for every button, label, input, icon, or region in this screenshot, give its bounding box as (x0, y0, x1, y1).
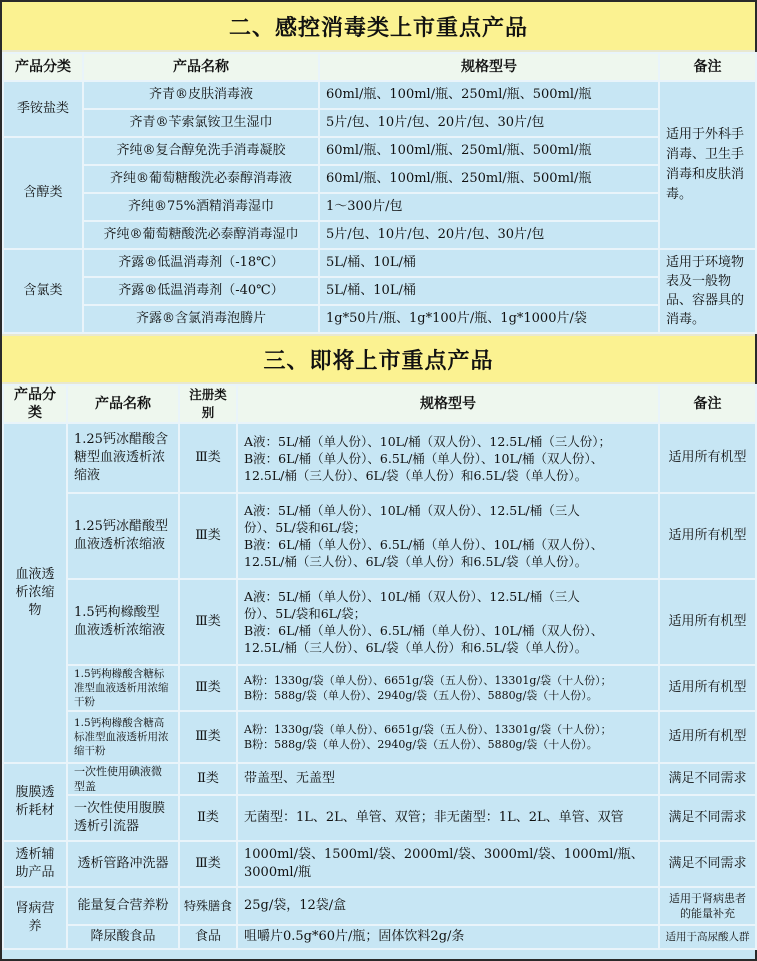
product-spec: 5L/桶、10L/桶 (319, 249, 659, 277)
category-cell: 腹膜透析耗材 (3, 763, 67, 841)
product-name: 齐露®含氯消毒泡腾片 (83, 305, 319, 333)
product-spec: 60ml/瓶、100ml/瓶、250ml/瓶、500ml/瓶 (319, 165, 659, 193)
product-name: 1.5钙枸橼酸含糖高标准型血液透析用浓缩干粉 (67, 711, 179, 763)
remark-cell: 适用于肾病患者的能量补充 (659, 887, 756, 925)
col-header-remark: 备注 (659, 385, 756, 423)
remark-cell: 满足不同需求 (659, 763, 756, 795)
reg-class: Ⅱ类 (179, 795, 237, 841)
product-name: 1.5钙枸橼酸型血液透析浓缩液 (67, 579, 179, 665)
col-header-spec: 规格型号 (319, 53, 659, 81)
spec-line: 1000ml/袋、1500ml/袋、2000ml/袋、3000ml/袋、1000ml/瓶、 (244, 847, 644, 862)
product-name: 1.25钙冰醋酸型血液透析浓缩液 (67, 493, 179, 579)
product-name: 1.5钙枸橼酸含糖标准型血液透析用浓缩干粉 (67, 665, 179, 711)
remark-cell: 适用所有机型 (659, 665, 756, 711)
reg-class: Ⅲ类 (179, 841, 237, 887)
remark-cell: 适用所有机型 (659, 711, 756, 763)
product-name: 齐纯®复合醇免洗手消毒凝胶 (83, 137, 319, 165)
spec-line: 12.5L/桶（三人份）、6L/袋（单人份）和6.5L/袋（单人份）。 (244, 640, 588, 655)
remark-cell: 适用所有机型 (659, 423, 756, 493)
product-spec: 25g/袋，12袋/盒 (237, 887, 659, 925)
product-spec: 1g*50片/瓶、1g*100片/瓶、1g*1000片/袋 (319, 305, 659, 333)
product-name: 齐纯®葡萄糖酸洗必泰醇消毒液 (83, 165, 319, 193)
product-spec: 5L/桶、10L/桶 (319, 277, 659, 305)
spec-line: A液：5L/桶（单人份）、10L/桶（双人份）、12.5L/桶（三人份）； (244, 433, 612, 449)
product-name: 透析管路冲洗器 (67, 841, 179, 887)
section3-title: 三、即将上市重点产品 (2, 334, 755, 384)
reg-class: Ⅲ类 (179, 423, 237, 493)
product-spec: 5片/包、10片/包、20片/包、30片/包 (319, 221, 659, 249)
remark-cell: 适用于外科手消毒、卫生手消毒和皮肤消毒。 (659, 81, 756, 249)
category-cell: 含醇类 (3, 137, 83, 249)
reg-class: Ⅲ类 (179, 579, 237, 665)
product-spec (237, 841, 659, 887)
section2-title: 二、感控消毒类上市重点产品 (2, 2, 755, 52)
product-spec (237, 711, 659, 763)
category-cell: 含氯类 (3, 249, 83, 333)
product-name: 能量复合营养粉 (67, 887, 179, 925)
product-name: 齐纯®75%酒精消毒湿巾 (83, 193, 319, 221)
reg-class: 食品 (179, 925, 237, 949)
spec-line: 12.5L/桶（三人份）、6L/袋（单人份）和6.5L/袋（单人份）。 (244, 554, 588, 569)
reg-class: Ⅲ类 (179, 665, 237, 711)
col-header-category: 产品分类 (3, 385, 67, 423)
spec-line: B粉：588g/袋（单人份）、2940g/袋（五人份）、5880g/袋（十人份）。 (244, 738, 598, 751)
product-spec: 60ml/瓶、100ml/瓶、250ml/瓶、500ml/瓶 (319, 137, 659, 165)
spec-line: A液：5L/桶（单人份）、10L/桶（双人份）、12.5L/桶（三人 (244, 503, 580, 518)
product-name: 齐露®低温消毒剂（-18℃） (83, 249, 319, 277)
reg-class: 特殊膳食 (179, 887, 237, 925)
spec-line: 份）、5L/袋和6L/袋； (244, 606, 367, 621)
product-name: 齐露®低温消毒剂（-40℃） (83, 277, 319, 305)
product-name: 一次性使用腹膜透析引流器 (67, 795, 179, 841)
product-name: 一次性使用碘液微型盖 (67, 763, 179, 795)
col-header-remark: 备注 (659, 53, 756, 81)
remark-cell: 适用所有机型 (659, 579, 756, 665)
product-spec: 咀嚼片0.5g*60片/瓶；固体饮料2g/条 (237, 925, 659, 949)
spec-line: B液：6L/桶（单人份）、6.5L/桶（单人份）、10L/桶（双人份）、 (244, 450, 604, 466)
remark-cell: 适用所有机型 (659, 493, 756, 579)
product-name: 齐青®皮肤消毒液 (83, 81, 319, 109)
spec-line: B粉：588g/袋（单人份）、2940g/袋（五人份）、5880g/袋（十人份）。 (244, 689, 598, 702)
product-spec (237, 665, 659, 711)
product-name: 齐青®苄索氯铵卫生湿巾 (83, 109, 319, 137)
spec-line: B液：6L/桶（单人份）、6.5L/桶（单人份）、10L/桶（双人份）、 (244, 537, 604, 552)
spec-line: 份）、5L/袋和6L/袋； (244, 520, 367, 535)
spec-line: 12.5L/桶（三人份）、6L/袋（单人份）和6.5L/袋（单人份）。 (244, 467, 588, 483)
product-spec (237, 423, 659, 493)
product-spec (237, 493, 659, 579)
spec-line: A粉：1330g/袋（单人份）、6651g/袋（五人份）、13301g/袋（十人份）； (244, 723, 612, 736)
col-header-name: 产品名称 (67, 385, 179, 423)
col-header-name: 产品名称 (83, 53, 319, 81)
product-spec: 带盖型、无盖型 (237, 763, 659, 795)
product-spec (237, 579, 659, 665)
col-header-spec: 规格型号 (237, 385, 659, 423)
reg-class: Ⅲ类 (179, 493, 237, 579)
section3-table (2, 384, 757, 950)
product-spec: 60ml/瓶、100ml/瓶、250ml/瓶、500ml/瓶 (319, 81, 659, 109)
product-name: 1.25钙冰醋酸含糖型血液透析浓缩液 (67, 423, 179, 493)
remark-cell: 满足不同需求 (659, 841, 756, 887)
category-cell: 血液透析浓缩物 (3, 423, 67, 763)
category-cell: 透析辅助产品 (3, 841, 67, 887)
product-spec: 无菌型：1L、2L、单管、双管；非无菌型：1L、2L、单管、双管 (237, 795, 659, 841)
col-header-reg: 注册类别 (179, 385, 237, 423)
product-name: 降尿酸食品 (67, 925, 179, 949)
reg-class: Ⅱ类 (179, 763, 237, 795)
reg-class: Ⅲ类 (179, 711, 237, 763)
category-cell: 季铵盐类 (3, 81, 83, 137)
col-header-category: 产品分类 (3, 53, 83, 81)
spec-line: B液：6L/桶（单人份）、6.5L/桶（单人份）、10L/桶（双人份）、 (244, 623, 604, 638)
remark-cell: 适用于环境物表及一般物品、容器具的消毒。 (659, 249, 756, 333)
product-spec: 5片/包、10片/包、20片/包、30片/包 (319, 109, 659, 137)
product-name: 齐纯®葡萄糖酸洗必泰醇消毒湿巾 (83, 221, 319, 249)
spec-line: A液：5L/桶（单人份）、10L/桶（双人份）、12.5L/桶（三人 (244, 589, 580, 604)
remark-cell: 适用于高尿酸人群 (659, 925, 756, 949)
product-spec: 1～300片/包 (319, 193, 659, 221)
remark-cell: 满足不同需求 (659, 795, 756, 841)
spec-line: 3000ml/瓶 (244, 865, 311, 880)
category-cell: 肾病营养 (3, 887, 67, 949)
spec-line: A粉：1330g/袋（单人份）、6651g/袋（五人份）、13301g/袋（十人份）； (244, 674, 612, 687)
section2-table (2, 52, 757, 334)
